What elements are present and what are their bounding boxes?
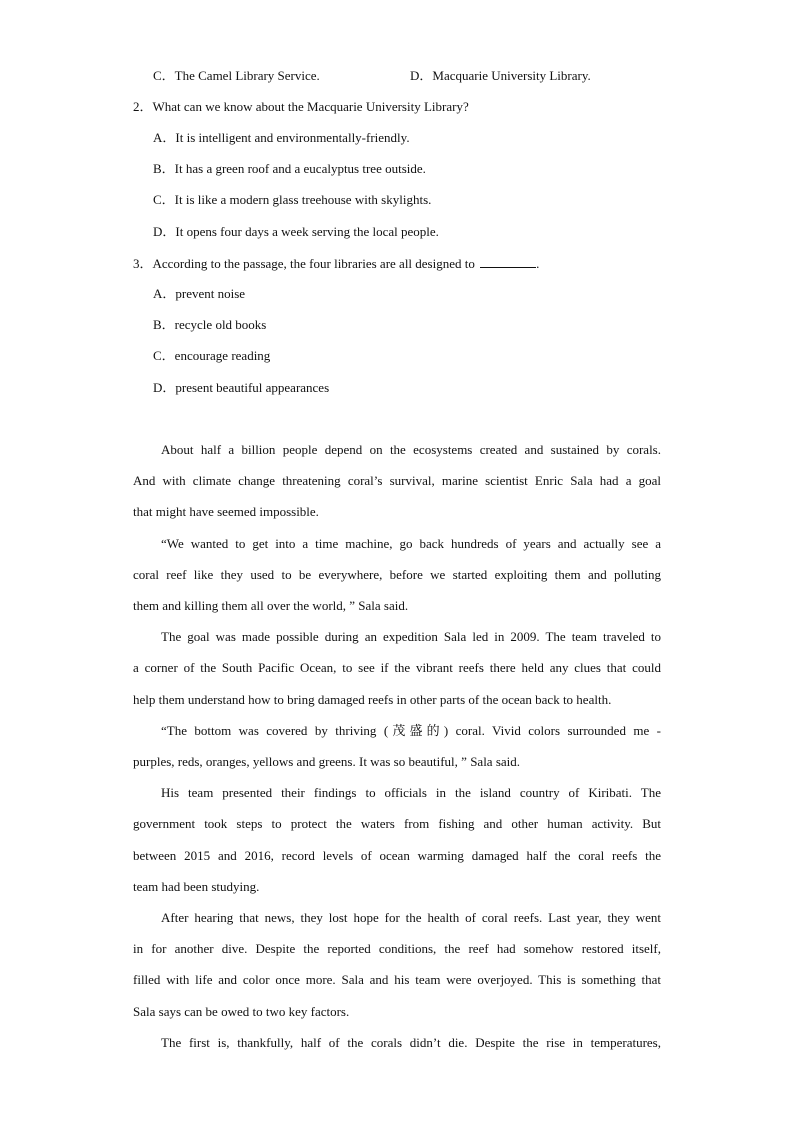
passage-line: About half a billion people depend on the ecosystems created and sustained by corals.: [161, 442, 661, 457]
q3-option-c: C．encourage reading: [153, 348, 271, 363]
passage-line: help them understand how to bring damaged reefs in other parts of the ocean back to health.: [133, 692, 612, 707]
q1-option-c: C．The Camel Library Service.: [153, 68, 320, 83]
passage-line: in for another dive. Despite the reported conditions, the reef had somehow restored itself,: [133, 941, 661, 956]
q3-stem-line: [133, 256, 539, 272]
passage-line: team had been studying.: [133, 879, 260, 894]
passage-line: purples, reds, oranges, yellows and greens. It was so beautiful, ” Sala said.: [133, 754, 521, 769]
passage-line: The goal was made possible during an expedition Sala led in 2009. The team traveled to: [161, 629, 661, 644]
passage-line: His team presented their findings to officials in the island country of Kiribati. The: [161, 785, 661, 800]
q2-option-d: D．It opens four days a week serving the local people.: [153, 224, 439, 239]
q2-option-c: C．It is like a modern glass treehouse with skylights.: [153, 192, 432, 207]
q3-stem: 3．According to the passage, the four libraries are all designed to: [133, 256, 475, 271]
q3-option-a: A．prevent noise: [153, 286, 246, 301]
q2-option-b: B．It has a green roof and a eucalyptus tree outside.: [153, 161, 426, 176]
passage-line: “We wanted to get into a time machine, go back hundreds of years and actually see a: [161, 536, 661, 551]
q3-option-d: D．present beautiful appearances: [153, 380, 330, 395]
q3-stem-end: .: [536, 256, 540, 271]
passage-line: coral reef like they used to be everywhere, before we started exploiting them and polluting: [133, 567, 661, 582]
q2-option-a: A．It is intelligent and environmentally-friendly.: [153, 130, 410, 145]
passage-line: that might have seemed impossible.: [133, 504, 319, 519]
q2-stem: 2．What can we know about the Macquarie University Library?: [133, 99, 469, 114]
passage-line: The first is, thankfully, half of the corals didn’t die. Despite the rise in temperatures,: [161, 1035, 661, 1050]
passage-line: And with climate change threatening coral’s survival, marine scientist Enric Sala had a goal: [133, 473, 661, 488]
passage-line: After hearing that news, they lost hope for the health of coral reefs. Last year, they went: [161, 910, 661, 925]
passage-line: them and killing them all over the world, ” Sala said.: [133, 598, 409, 613]
answer-blank: [480, 256, 536, 268]
passage-line: filled with life and color once more. Sala and his team were overjoyed. This is something that: [133, 972, 661, 987]
passage-line: between 2015 and 2016, record levels of ocean warming damaged half the coral reefs the: [133, 848, 661, 863]
passage-line: “The bottom was covered by thriving (茂盛的) coral. Vivid colors surrounded me -: [161, 723, 661, 738]
passage-line: Sala says can be owed to two key factors.: [133, 1004, 350, 1019]
passage-line: government took steps to protect the waters from fishing and other human activity. But: [133, 816, 661, 831]
passage-line: a corner of the South Pacific Ocean, to see if the vibrant reefs there held any clues that could: [133, 660, 661, 675]
q1-option-d: D．Macquarie University Library.: [410, 68, 591, 83]
q3-option-b: B．recycle old books: [153, 317, 267, 332]
